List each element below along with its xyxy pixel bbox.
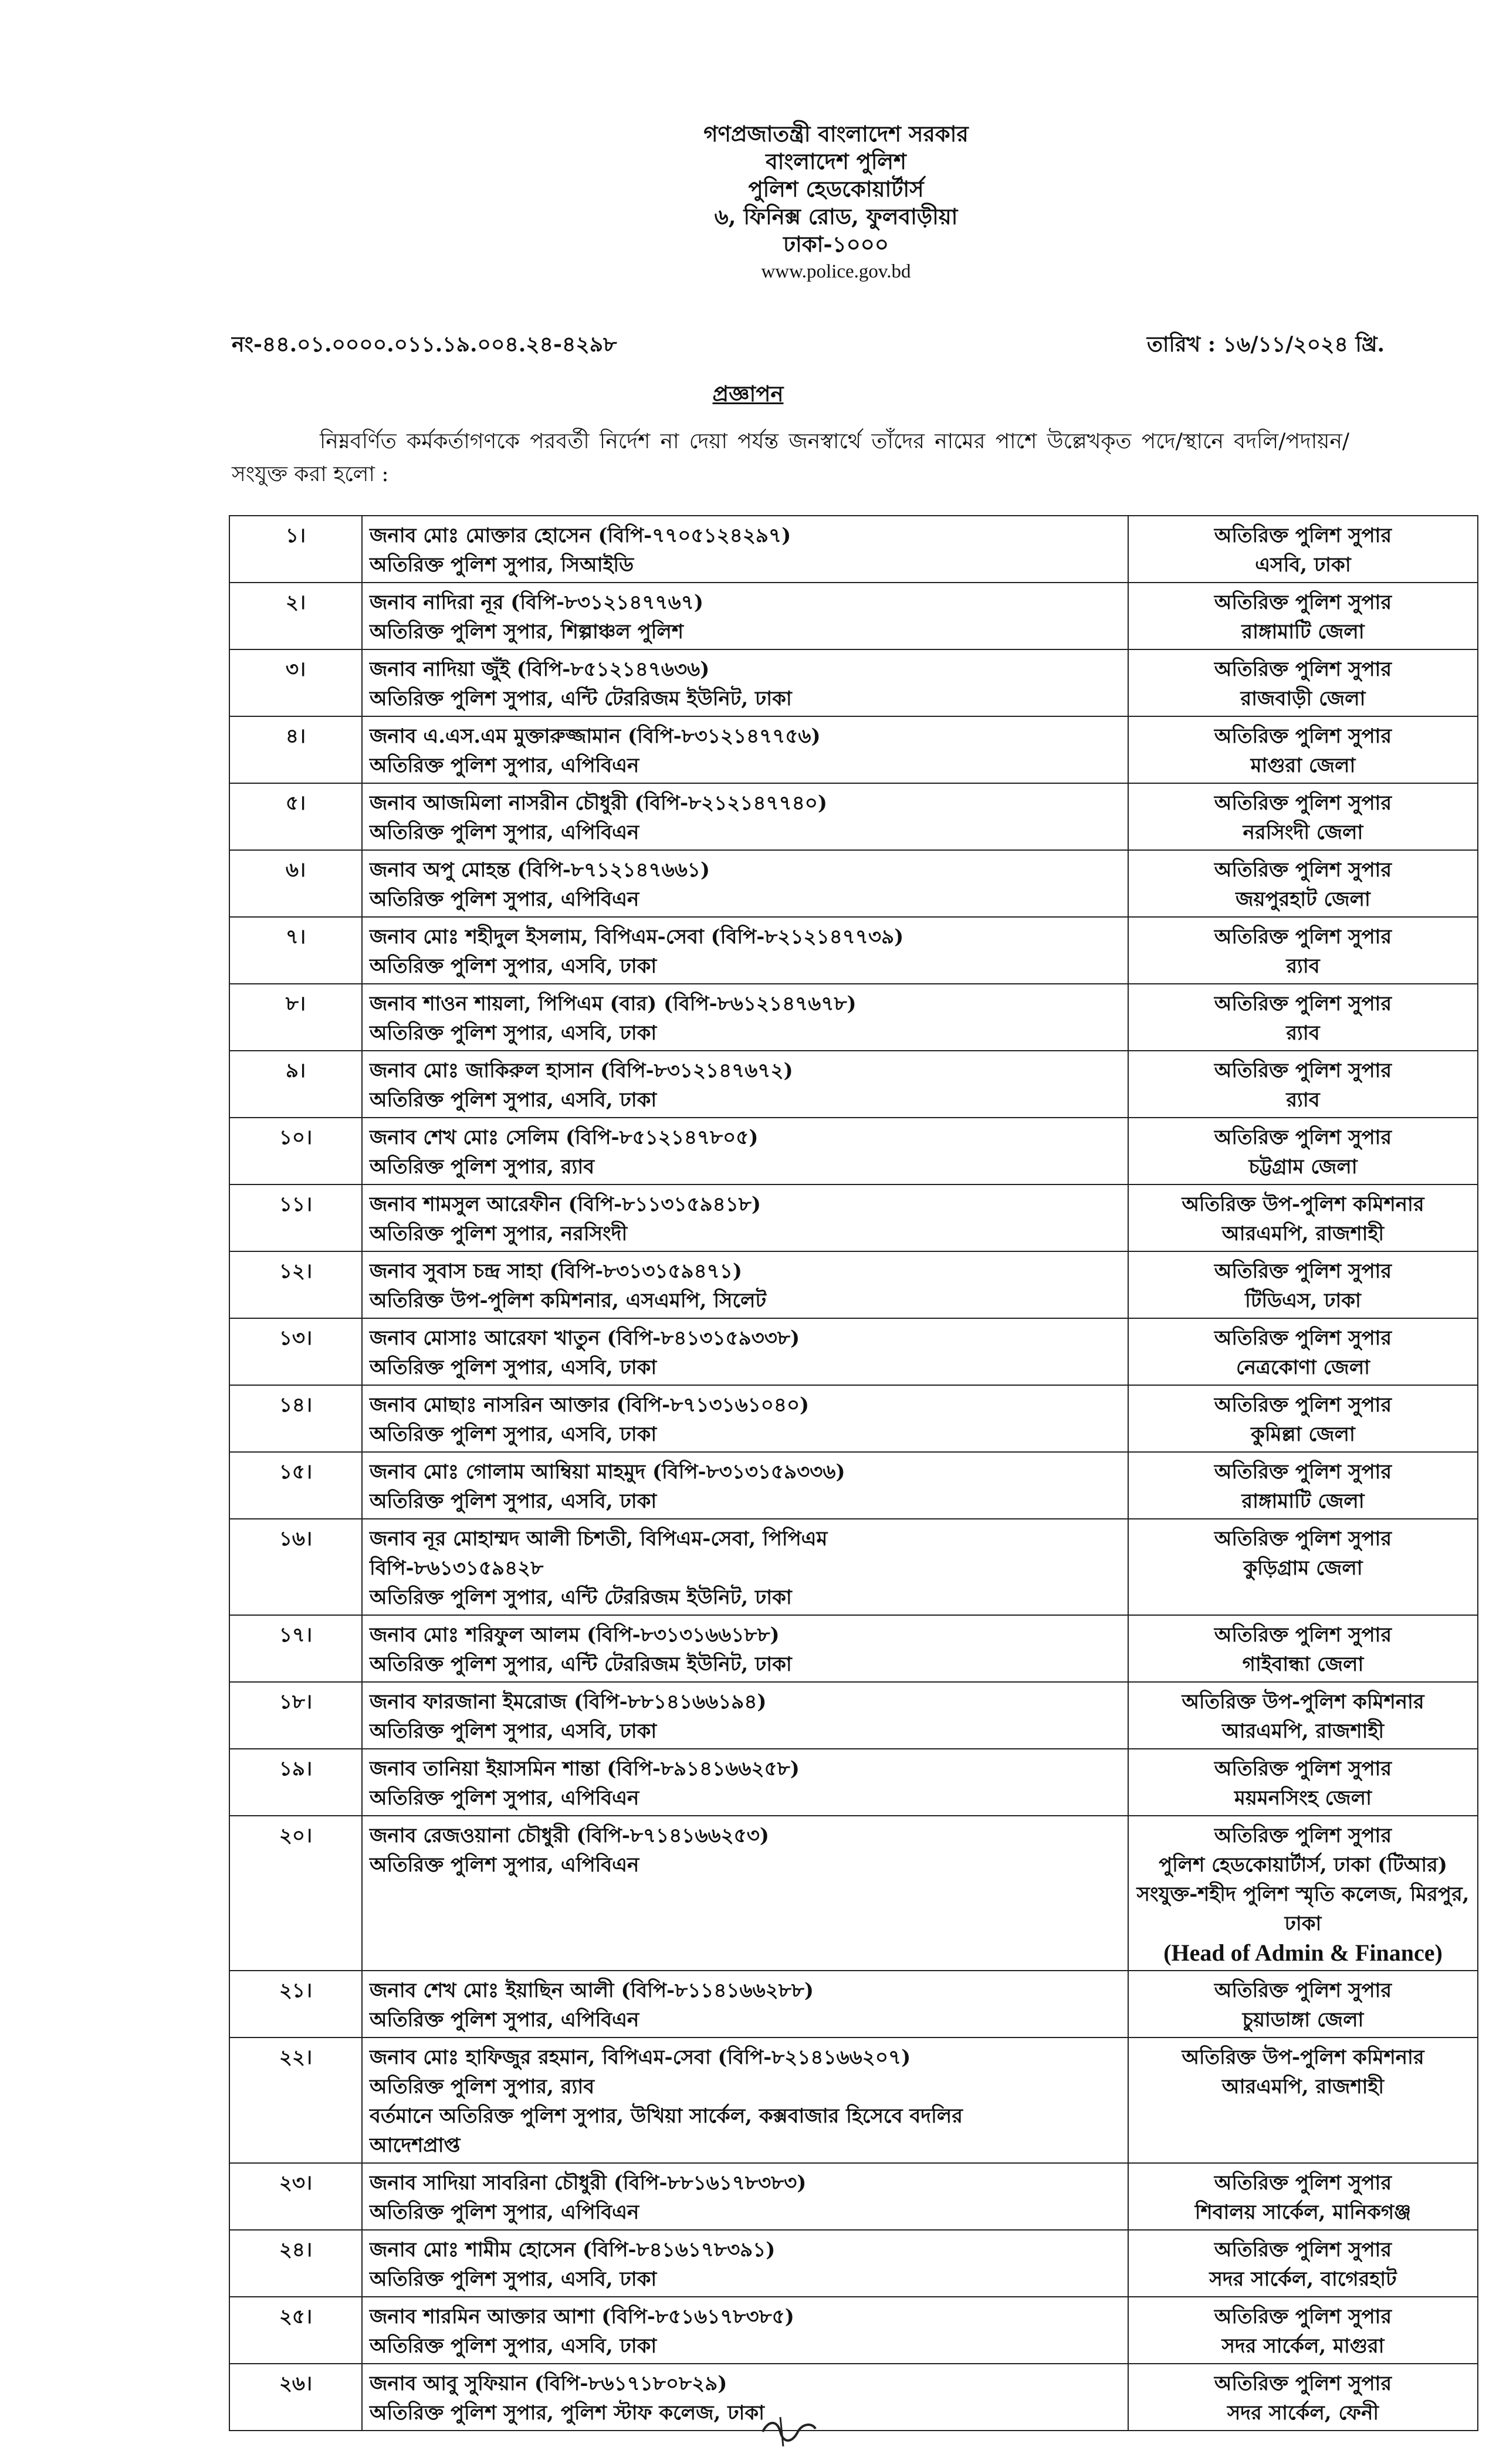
posting-line: অতিরিক্ত পুলিশ সুপার	[1214, 1326, 1392, 1350]
officer-line: অতিরিক্ত পুলিশ সুপার, র‌্যাব	[370, 1155, 595, 1179]
officer-details	[362, 2297, 1128, 2364]
officer-line: অতিরিক্ত পুলিশ সুপার, এপিবিএন	[370, 2201, 639, 2224]
serial-number: ১৩।	[229, 1318, 362, 1385]
officer-line: জনাব মোছাঃ নাসরিন আক্তার (বিপি-৮৭১৩১৬১০৪০)	[370, 1393, 810, 1417]
officer-details	[362, 716, 1128, 783]
officer-line: জনাব নাদিয়া জুঁই (বিপি-৮৫১২১৪৭৬৩৬)	[370, 658, 710, 681]
posting-line: জয়পুরহাট জেলা	[1236, 888, 1370, 911]
officer-line: অতিরিক্ত পুলিশ সুপার, এসবি, ঢাকা	[370, 955, 657, 978]
officer-line: বর্তমানে অতিরিক্ত পুলিশ সুপার, উখিয়া সার্কেল, কক্সবাজার হিসেবে বদলির	[370, 2104, 963, 2128]
posting-line: সদর সার্কেল, মাগুরা	[1221, 2334, 1385, 2358]
posting-line: রাঙ্গামাটি জেলা	[1241, 1490, 1365, 1513]
posting-line: অতিরিক্ত পুলিশ সুপার	[1214, 591, 1392, 614]
posting-line: অতিরিক্ত পুলিশ সুপার	[1214, 1979, 1392, 2002]
officer-details	[362, 1118, 1128, 1184]
posting-line: অতিরিক্ত উপ-পুলিশ কমিশনার	[1182, 1193, 1424, 1216]
posting-line: অতিরিক্ত পুলিশ সুপার	[1214, 1623, 1392, 1647]
officer-details	[362, 1184, 1128, 1251]
posting-line: অতিরিক্ত উপ-পুলিশ কমিশনার	[1182, 2046, 1424, 2069]
new-posting	[1128, 2163, 1478, 2230]
posting-line: কুমিল্লা জেলা	[1251, 1423, 1355, 1446]
officer-line: অতিরিক্ত পুলিশ সুপার, এসবি, ঢাকা	[370, 1720, 657, 1743]
new-posting	[1128, 984, 1478, 1051]
officer-line: অতিরিক্ত পুলিশ সুপার, এন্টি টেররিজম ইউনিট, ঢাকা	[370, 687, 792, 710]
officer-line: অতিরিক্ত পুলিশ সুপার, এসবি, ঢাকা	[370, 1088, 657, 1112]
table-row	[229, 1118, 1478, 1184]
posting-line: এসবি, ঢাকা	[1255, 553, 1351, 577]
officer-line: জনাব নূর মোহাম্মদ আলী চিশতী, বিপিএম-সেবা, পিপিএম	[370, 1527, 828, 1551]
officer-details	[362, 1318, 1128, 1385]
serial-number: ১২।	[229, 1251, 362, 1318]
officer-line: অতিরিক্ত পুলিশ সুপার, এপিবিএন	[370, 888, 639, 911]
officer-details	[362, 783, 1128, 850]
officer-details	[362, 1051, 1128, 1118]
serial-number: ১৫।	[229, 1452, 362, 1519]
posting-line: অতিরিক্ত পুলিশ সুপার	[1214, 2238, 1392, 2262]
serial-number: ৬।	[229, 850, 362, 917]
intro-text: নিম্নবর্ণিত কর্মকর্তাগণকে পরবর্তী নির্দেশ না দেয়া পর্যন্ত জনস্বার্থে তাঁদের নামের পাশে উল্লেখকৃত পদে/স্থানে বদলি/পদায়ন/সংযুক্ত করা হলো :	[232, 429, 1349, 486]
officer-line: জনাব শেখ মোঃ সেলিম (বিপি-৮৫১২১৪৭৮০৫)	[370, 1126, 759, 1149]
new-posting	[1128, 649, 1478, 716]
table-row	[229, 649, 1478, 716]
posting-line: নরসিংদী জেলা	[1243, 821, 1363, 844]
officer-details	[362, 516, 1128, 583]
officer-details	[362, 850, 1128, 917]
officer-line: জনাব মোঃ মোক্তার হোসেন (বিপি-৭৭০৫১২৪২৯৭)	[370, 524, 791, 547]
officer-line: জনাব আজমিলা নাসরীন চৌধুরী (বিপি-৮২১২১৪৭৭৪০)	[370, 791, 827, 815]
officer-line: অতিরিক্ত পুলিশ সুপার, এপিবিএন	[370, 1853, 639, 1877]
posting-line: চুয়াডাঙ্গা জেলা	[1242, 2008, 1364, 2032]
officer-line: অতিরিক্ত পুলিশ সুপার, এপিবিএন	[370, 1786, 639, 1810]
posting-line: সদর সার্কেল, ফেনী	[1227, 2401, 1379, 2425]
serial-number: ২১।	[229, 1971, 362, 2037]
table-row	[229, 583, 1478, 649]
table-row	[229, 2297, 1478, 2364]
officer-line: জনাব মোসাঃ আরেফা খাতুন (বিপি-৮৪১৩১৫৯৩৩৮)	[370, 1326, 800, 1350]
table-row	[229, 1184, 1478, 1251]
initial-mark	[757, 2414, 821, 2449]
table-row	[229, 1749, 1478, 1816]
posting-line: অতিরিক্ত পুলিশ সুপার	[1214, 2305, 1392, 2328]
new-posting	[1128, 1816, 1478, 1971]
letterhead-line: ঢাকা-১০০০	[783, 231, 889, 257]
posting-line: গাইবান্ধা জেলা	[1242, 1653, 1364, 1676]
letterhead-line: পুলিশ হেডকোয়ার্টার্স	[748, 176, 924, 202]
posting-line: র‌্যাব	[1286, 1021, 1320, 1045]
posting-line: চট্টগ্রাম জেলা	[1248, 1155, 1358, 1179]
posting-line: অতিরিক্ত পুলিশ সুপার	[1214, 1527, 1392, 1551]
letterhead	[0, 120, 1496, 285]
serial-number: ৭।	[229, 917, 362, 984]
posting-line: অতিরিক্ত পুলিশ সুপার	[1214, 2171, 1392, 2195]
officer-line: অতিরিক্ত পুলিশ সুপার, র‌্যাব	[370, 2075, 595, 2099]
table-row	[229, 1318, 1478, 1385]
officer-line: জনাব মোঃ গোলাম আম্বিয়া মাহমুদ (বিপি-৮৩১৩১৫৯৩৩৬)	[370, 1460, 845, 1484]
table-row	[229, 1682, 1478, 1749]
new-posting	[1128, 1184, 1478, 1251]
new-posting	[1128, 716, 1478, 783]
intro-paragraph	[232, 425, 1349, 491]
serial-number: ১।	[229, 516, 362, 583]
posting-line: সদর সার্কেল, বাগেরহাট	[1209, 2267, 1397, 2291]
posting-line: র‌্যাব	[1286, 1088, 1320, 1112]
new-posting	[1128, 1385, 1478, 1452]
posting-line: ময়মনসিংহ জেলা	[1234, 1786, 1372, 1810]
table-row	[229, 1051, 1478, 1118]
posting-line: অতিরিক্ত পুলিশ সুপার	[1214, 2372, 1392, 2395]
website-url: www.police.gov.bd	[761, 261, 911, 282]
serial-number: ২৩।	[229, 2163, 362, 2230]
document-title	[0, 377, 1496, 414]
officer-details	[362, 917, 1128, 984]
new-posting	[1128, 783, 1478, 850]
table-row	[229, 2364, 1478, 2431]
officer-line: অতিরিক্ত পুলিশ সুপার, এন্টি টেররিজম ইউনিট, ঢাকা	[370, 1586, 792, 1609]
new-posting	[1128, 2037, 1478, 2163]
posting-line: সংযুক্ত-শহীদ পুলিশ স্মৃতি কলেজ, মিরপুর, ঢাকা	[1136, 1883, 1470, 1935]
new-posting	[1128, 1615, 1478, 1682]
new-posting	[1128, 1118, 1478, 1184]
serial-number: ২৪।	[229, 2230, 362, 2297]
officer-line: জনাব শেখ মোঃ ইয়াছিন আলী (বিপি-৮১১৪১৬৬২৮৮)	[370, 1979, 814, 2002]
table-row	[229, 2230, 1478, 2297]
transfer-table	[229, 515, 1478, 2431]
posting-line: আরএমপি, রাজশাহী	[1221, 1720, 1385, 1743]
officer-details	[362, 1682, 1128, 1749]
serial-number: ২২।	[229, 2037, 362, 2163]
posting-line: অতিরিক্ত পুলিশ সুপার	[1214, 658, 1392, 681]
serial-number: ১১।	[229, 1184, 362, 1251]
officer-line: জনাব শারমিন আক্তার আশা (বিপি-৮৫১৬১৭৮৩৮৫)	[370, 2305, 794, 2328]
officer-details	[362, 1615, 1128, 1682]
posting-line: কুড়িগ্রাম জেলা	[1243, 1556, 1363, 1580]
officer-details	[362, 2037, 1128, 2163]
officer-details	[362, 1385, 1128, 1452]
new-posting	[1128, 1051, 1478, 1118]
officer-line: জনাব সাদিয়া সাবরিনা চৌধুরী (বিপি-৮৮১৬১৭৮৩৮৩)	[370, 2171, 807, 2195]
title-text: প্রজ্ঞাপন	[712, 381, 784, 407]
officer-line: অতিরিক্ত পুলিশ সুপার, এপিবিএন	[370, 2008, 639, 2032]
table-row	[229, 984, 1478, 1051]
posting-line: রাজবাড়ী জেলা	[1240, 687, 1366, 710]
officer-line: অতিরিক্ত পুলিশ সুপার, শিল্পাঞ্চল পুলিশ	[370, 620, 683, 644]
serial-number: ৯।	[229, 1051, 362, 1118]
officer-line: বিপি-৮৬১৩১৫৯৪২৮	[370, 1556, 544, 1580]
new-posting	[1128, 2230, 1478, 2297]
new-posting	[1128, 1519, 1478, 1615]
serial-number: ৩।	[229, 649, 362, 716]
officer-details	[362, 2163, 1128, 2230]
officer-line: জনাব মোঃ হাফিজুর রহমান, বিপিএম-সেবা (বিপি-৮২১৪১৬৬২০৭)	[370, 2046, 911, 2069]
new-posting	[1128, 1452, 1478, 1519]
posting-line: অতিরিক্ত পুলিশ সুপার	[1214, 858, 1392, 882]
serial-number: ২৫।	[229, 2297, 362, 2364]
table-row	[229, 1971, 1478, 2037]
officer-line: অতিরিক্ত উপ-পুলিশ কমিশনার, এসএমপি, সিলেট	[370, 1289, 767, 1312]
new-posting	[1128, 1682, 1478, 1749]
table-row	[229, 516, 1478, 583]
officer-details	[362, 1971, 1128, 2037]
posting-line: অতিরিক্ত পুলিশ সুপার	[1214, 1824, 1392, 1847]
officer-line: আদেশপ্রাপ্ত	[370, 2134, 461, 2157]
table-row	[229, 917, 1478, 984]
serial-number: ২০।	[229, 1816, 362, 1971]
posting-line: অতিরিক্ত পুলিশ সুপার	[1214, 1757, 1392, 1781]
posting-line: অতিরিক্ত পুলিশ সুপার	[1214, 524, 1392, 547]
new-posting	[1128, 1971, 1478, 2037]
letterhead-line: ৬, ফিনিক্স রোড, ফুলবাড়ীয়া	[714, 204, 958, 229]
table-row	[229, 1615, 1478, 1682]
officer-line: অতিরিক্ত পুলিশ সুপার, পুলিশ স্টাফ কলেজ, ঢাকা	[370, 2401, 764, 2425]
posting-line: পুলিশ হেডকোয়ার্টার্স, ঢাকা (টিআর)	[1159, 1853, 1447, 1877]
posting-line: অতিরিক্ত উপ-পুলিশ কমিশনার	[1182, 1690, 1424, 1714]
document-date: তারিখ : ১৬/১১/২০২৪ খ্রি.	[1147, 332, 1385, 357]
officer-line: জনাব অপু মোহন্ত (বিপি-৮৭১২১৪৭৬৬১)	[370, 858, 710, 882]
officer-line: অতিরিক্ত পুলিশ সুপার, এপিবিএন	[370, 821, 639, 844]
posting-line: অতিরিক্ত পুলিশ সুপার	[1214, 1059, 1392, 1082]
reference-number: নং-৪৪.০১.০০০০.০১১.১৯.০০৪.২৪-৪২৯৮	[232, 332, 617, 357]
officer-line: জনাব রেজওয়ানা চৌধুরী (বিপি-৮৭১৪১৬৬২৫৩)	[370, 1824, 769, 1847]
table-row	[229, 716, 1478, 783]
serial-number: ১৭।	[229, 1615, 362, 1682]
table-row	[229, 1452, 1478, 1519]
officer-line: অতিরিক্ত পুলিশ সুপার, এসবি, ঢাকা	[370, 1490, 657, 1513]
table-row	[229, 850, 1478, 917]
serial-number: ৮।	[229, 984, 362, 1051]
officer-line: জনাব মোঃ শহীদুল ইসলাম, বিপিএম-সেবা (বিপি-৮২১২১৪৭৭৩৯)	[370, 925, 904, 949]
posting-line: রাঙ্গামাটি জেলা	[1241, 620, 1365, 644]
table-row	[229, 1385, 1478, 1452]
officer-details	[362, 1816, 1128, 1971]
posting-line: অতিরিক্ত পুলিশ সুপার	[1214, 725, 1392, 748]
posting-line: আরএমপি, রাজশাহী	[1221, 1222, 1385, 1245]
serial-number: ৫।	[229, 783, 362, 850]
officer-line: জনাব ফারজানা ইমরোজ (বিপি-৮৮১৪১৬৬১৯৪)	[370, 1690, 767, 1714]
serial-number: ৪।	[229, 716, 362, 783]
posting-line: শিবালয় সার্কেল, মানিকগঞ্জ	[1194, 2201, 1412, 2224]
officer-line: অতিরিক্ত পুলিশ সুপার, এসবি, ঢাকা	[370, 2334, 657, 2358]
posting-line: র‌্যাব	[1286, 955, 1320, 978]
officer-line: অতিরিক্ত পুলিশ সুপার, নরসিংদী	[370, 1222, 628, 1245]
table-row	[229, 1519, 1478, 1615]
posting-line: অতিরিক্ত পুলিশ সুপার	[1214, 1460, 1392, 1484]
new-posting	[1128, 583, 1478, 649]
officer-details	[362, 1452, 1128, 1519]
officer-details	[362, 583, 1128, 649]
officer-details	[362, 1519, 1128, 1615]
table-row	[229, 1251, 1478, 1318]
officer-line: অতিরিক্ত পুলিশ সুপার, এন্টি টেররিজম ইউনিট, ঢাকা	[370, 1653, 792, 1676]
officer-line: জনাব মোঃ শরিফুল আলম (বিপি-৮৩১৩১৬৬১৮৮)	[370, 1623, 780, 1647]
officer-line: জনাব মোঃ জাকিরুল হাসান (বিপি-৮৩১২১৪৭৬৭২)	[370, 1059, 793, 1082]
officer-line: অতিরিক্ত পুলিশ সুপার, এসবি, ঢাকা	[370, 1021, 657, 1045]
officer-line: জনাব সুবাস চন্দ্র সাহা (বিপি-৮৩১৩১৫৯৪৭১)	[370, 1260, 742, 1283]
officer-details	[362, 1749, 1128, 1816]
officer-line: জনাব আবু সুফিয়ান (বিপি-৮৬১৭১৮০৮২৯)	[370, 2372, 727, 2395]
serial-number: ১৬।	[229, 1519, 362, 1615]
posting-line: অতিরিক্ত পুলিশ সুপার	[1214, 1260, 1392, 1283]
table-row	[229, 2163, 1478, 2230]
officer-details	[362, 649, 1128, 716]
officer-details	[362, 1251, 1128, 1318]
serial-number: ১০।	[229, 1118, 362, 1184]
posting-line: নেত্রকোণা জেলা	[1236, 1356, 1370, 1379]
officer-line: জনাব শাওন শায়লা, পিপিএম (বার) (বিপি-৮৬১২১৪৭৬৭৮)	[370, 992, 857, 1016]
serial-number: ২।	[229, 583, 362, 649]
posting-line: অতিরিক্ত পুলিশ সুপার	[1214, 925, 1392, 949]
officer-line: অতিরিক্ত পুলিশ সুপার, এসবি, ঢাকা	[370, 1423, 657, 1446]
new-posting	[1128, 2364, 1478, 2431]
table-row	[229, 2037, 1478, 2163]
new-posting	[1128, 917, 1478, 984]
table-row	[229, 1816, 1478, 1971]
officer-details	[362, 2364, 1128, 2431]
serial-number: ১৮।	[229, 1682, 362, 1749]
officer-line: অতিরিক্ত পুলিশ সুপার, এসবি, ঢাকা	[370, 1356, 657, 1379]
posting-line: টিডিএস, ঢাকা	[1245, 1289, 1361, 1312]
serial-number: ১৯।	[229, 1749, 362, 1816]
officer-line: জনাব এ.এস.এম মুক্তারুজ্জামান (বিপি-৮৩১২১৪৭৭৫৬)	[370, 725, 821, 748]
posting-line: আরএমপি, রাজশাহী	[1221, 2075, 1385, 2099]
new-posting	[1128, 2297, 1478, 2364]
new-posting	[1128, 850, 1478, 917]
serial-number: ১৪।	[229, 1385, 362, 1452]
officer-line: অতিরিক্ত পুলিশ সুপার, এপিবিএন	[370, 754, 639, 777]
serial-number: ২৬।	[229, 2364, 362, 2431]
officer-line: জনাব মোঃ শামীম হোসেন (বিপি-৮৪১৬১৭৮৩৯১)	[370, 2238, 776, 2262]
table-row	[229, 783, 1478, 850]
posting-line: অতিরিক্ত পুলিশ সুপার	[1214, 1126, 1392, 1149]
officer-line: জনাব নাদিরা নূর (বিপি-৮৩১২১৪৭৭৬৭)	[370, 591, 703, 614]
posting-line: অতিরিক্ত পুলিশ সুপার	[1214, 992, 1392, 1016]
officer-line: অতিরিক্ত পুলিশ সুপার, এসবি, ঢাকা	[370, 2267, 657, 2291]
officer-details	[362, 2230, 1128, 2297]
posting-note: (Head of Admin & Finance)	[1163, 1940, 1443, 1966]
transfer-table-body	[229, 516, 1478, 2431]
officer-line: জনাব শামসুল আরেফীন (বিপি-৮১১৩১৫৯৪১৮)	[370, 1193, 761, 1216]
new-posting	[1128, 1318, 1478, 1385]
new-posting	[1128, 516, 1478, 583]
officer-line: জনাব তানিয়া ইয়াসমিন শান্তা (বিপি-৮৯১৪১৬৬২৫৮)	[370, 1757, 800, 1781]
officer-details	[362, 984, 1128, 1051]
new-posting	[1128, 1251, 1478, 1318]
letterhead-line: বাংলাদেশ পুলিশ	[766, 148, 906, 174]
letterhead-line: গণপ্রজাতন্ত্রী বাংলাদেশ সরকার	[703, 121, 969, 147]
officer-line: অতিরিক্ত পুলিশ সুপার, সিআইডি	[370, 553, 634, 577]
new-posting	[1128, 1749, 1478, 1816]
posting-line: অতিরিক্ত পুলিশ সুপার	[1214, 791, 1392, 815]
posting-line: মাগুরা জেলা	[1250, 754, 1356, 777]
posting-line: অতিরিক্ত পুলিশ সুপার	[1214, 1393, 1392, 1417]
